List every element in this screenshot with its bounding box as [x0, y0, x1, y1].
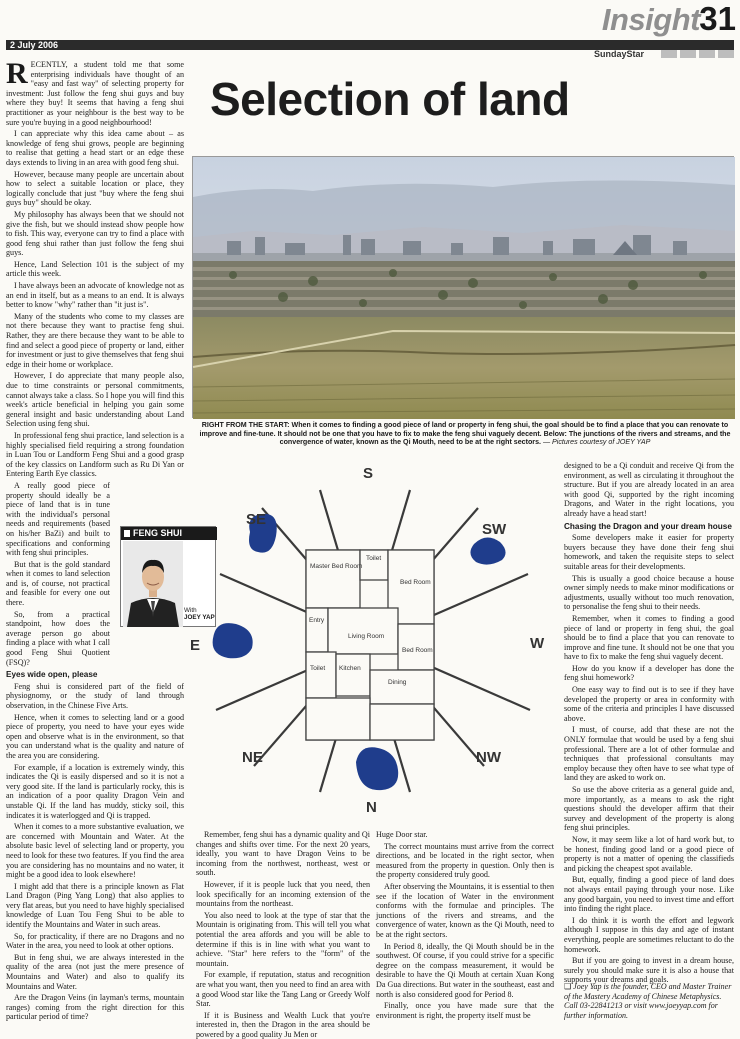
paragraph: Are the Dragon Veins (in layman's terms, mountain ranges) coming from the right direction for this particular period of time? [6, 993, 184, 1022]
direction-label: S [363, 465, 374, 482]
paragraph: But in feng shui, we are always interested in the quality of the area (not just the mere presence of Mountains and Water) and also to qualify its Mountains and Water. [6, 952, 184, 991]
paragraph: RECENTLY, a student told me that some enterprising individuals have thought of an "easy and fast way" of selecting property for investment: Just follow the feng shui guys and buy where they buy! It seems that having a feng shui practitioner as your neighbour is the best way to be sure you're buying in a good neighbourhood! [6, 57, 184, 127]
cityscape-photo [192, 156, 734, 418]
paragraph: If it is Business and Wealth Luck that you're interested in, then the Dragon in the area should be powered by a good quality Ju Men or [196, 1010, 370, 1039]
issue-date: 2 July 2006 [10, 40, 59, 50]
paragraph: However, I do appreciate that many people also, due to time constraints or personal commitments, cannot always take a class. So I hope you will find this week's article beneficial in helping you gain some general insight and basic understanding about Land Selection using feng shui. [6, 371, 184, 429]
room-label: Toilet [366, 555, 382, 562]
author-portrait [123, 541, 183, 627]
column-label: FENG SHUI [121, 527, 217, 540]
paragraph: A really good piece of property should ideally be a piece of land that is in tune with the individual's personal needs and requirements (based on his/her BaZi) and built to specifications and conforming with feng shui principles. [6, 480, 110, 558]
paragraph: Feng shui is considered part of the field of physiognomy, or the study of land through observation, in the Chinese Five Arts. [6, 681, 184, 710]
paragraph: My philosophy has always been that we should not give the fish, but we should instead show people how to fish. This way, everyone can try to find a place with good feng shui rather than just follow the feng shui guys. [6, 209, 184, 258]
article-column-2 [196, 830, 370, 1039]
paragraph: However, because many people are uncertain about how to select a suitable location or place, they logically conclude that just "buy where the feng shui guys buy" should be okay. [6, 169, 184, 208]
paragraph: After observing the Mountains, it is essential to then see if the location of Water in the environment conforms with the formulae and principles. The junctions of the rivers and streams, and the convergence of water, known as the Qi Mouth, need to be at the right sectors. [376, 881, 554, 939]
paragraph: So, for practicality, if there are no Dragons and no Water in the area, you need to look at other options. [6, 931, 184, 951]
paragraph: For example, if reputation, status and recognition are what you want, then you need to find an area with a good Wood star like the Tang Lang or Greedy Wolf Star. [196, 970, 370, 1009]
direction-label: SE [246, 511, 267, 528]
paragraph: But if you are going to invest in a dream house, surely you should make sure it is also a house that supports your dreams and goals. [564, 956, 734, 985]
paragraph: How do you know if a developer has done the feng shui homework? [564, 663, 734, 683]
paragraph: One easy way to find out is to see if they have developed the property or area in conformity with some of the criteria and principles I have discussed above. [564, 685, 734, 723]
headline: Selection of land [210, 73, 570, 125]
paragraph: Remember, when it comes to finding a good piece of land or property in feng shui, the goal should be to find a place that you can renovate to improve and fine tune. It should not be one that you have to fix to make the feng shui vaguely decent. [564, 613, 734, 662]
paragraph: I have always been an advocate of knowledge not as an end in itself, but as a means to an end. It is always better to know "why" rather than "it just is". [6, 281, 184, 310]
author-credit: With JOEY YAP [184, 607, 215, 622]
paragraph: Hence, Land Selection 101 is the subject of my article this week. [6, 259, 184, 279]
paragraph: Some developers make it easier for property buyers because they have done their feng shui homework, and taken the requisite steps to select suitable areas for their developments. [564, 533, 734, 571]
direction-label: E [190, 637, 201, 654]
paragraph: I do think it is worth the effort and legwork although I suppose in this day and age of instant everything, people are sometimes reluctant to do the homework. [564, 915, 734, 954]
paragraph: In Period 8, ideally, the Qi Mouth should be in the southwest. Of course, if you could strive for a specific degree on the compass measurement, it would be desirable to have the Qi Mouth at certain Xuan Kong Da Gua directions. But water in the southeast, east and north is also considered good for Period 8. [376, 941, 554, 999]
room-label: Bed Room [400, 579, 431, 586]
paragraph: However, if it is people luck that you need, then look specifically for an incoming extension of the mountains from the northeast. [196, 879, 370, 909]
room-label: Kitchen [339, 665, 361, 672]
water-blob-east [213, 623, 253, 658]
paragraph: Finally, once you have made sure that the environment is right, the property itself must be [376, 1001, 554, 1020]
room-label: Entry [309, 617, 325, 624]
paragraph: I might add that there is a principle known as Flat Land Dragon (Ping Yang Long) that also applies to very flat areas, but you need to have highly specialised knowledge of Luan Tou Feng Shui to be able to identify the Mountains and Water in such areas. [6, 881, 184, 930]
paper-name: SundayStar [593, 49, 644, 59]
drop-cap: R [6, 57, 28, 90]
room-label: Dining [388, 679, 407, 686]
paragraph: Hence, when it comes to selecting land or a good piece of property, you need to have your eyes wide open and observe what is in the environment, so that you can understand what is the quality and nature of the area you are considering. [6, 712, 184, 760]
page-number: 31 [699, 0, 736, 37]
author-bio: ❑ Joey Yap is the founder, CEO and Master Trainer of the Mastery Academy of Chinese Metaphysics. Call 03-22841213 or visit www.joeyyap.com for further information. [564, 982, 732, 1020]
room-label: Master Bed Room [310, 563, 363, 570]
paragraph: I can appreciate why this idea came about – as knowledge of feng shui grows, people are beginning to realise that getting a head start or an edge these days extends to living in an area with good feng shui. [6, 129, 184, 167]
water-blob-north [356, 747, 398, 790]
paragraph: I must, of course, add that these are not the ONLY formulae that would be used by a feng shui professional. There are a lot of other formulae and techniques that professional consultants may employ because they often have to see what type of land they are asked to work on. [564, 725, 734, 783]
direction-label: W [530, 635, 545, 652]
direction-label: NW [476, 749, 501, 766]
subheading: Chasing the Dragon and your dream house [564, 521, 732, 531]
paragraph: The correct mountains must arrive from the correct directions, and be located in the right sector, when measured from the property in question. Only then is the property considered truly good. [376, 841, 554, 880]
direction-label: NE [242, 749, 263, 766]
photo-caption: RIGHT FROM THE START: When it comes to finding a good piece of land or property in feng shui, the goal should be to find a place that you can renovate to improve and fine-tune. It should not be one that you have to fix to make the feng shui vaguely decent. Below: The junctions of the rivers and streams, and the convergence of water, known as the Qi Mouth, need to be at the right sectors. — Pictures courtesy of JOEY YAP [199, 421, 731, 447]
room-label: Bed Room [402, 647, 433, 654]
bar-blocks [661, 50, 734, 58]
paragraph: Huge Door star. [376, 830, 428, 839]
article-column-3 [376, 830, 554, 1023]
water-blob-southwest [470, 537, 505, 564]
room-label: Toilet [310, 665, 326, 672]
direction-label: N [366, 799, 377, 816]
paragraph: So, from a practical standpoint, how does the average person go about finding a place with what I call good Feng Shui Quotient (FSQ)? [6, 609, 110, 667]
paragraph: For example, if a location is extremely windy, this indicates the Qi is easily dispersed and so it is not a very good site. If the land is particularly rocky, this is an indication of a poor quality Dragon Vein and unstable Qi. If the land has muddy, sticky soil, this indicates it is waterlogged and Qi is trapped. [6, 762, 184, 820]
paragraph: In professional feng shui practice, land selection is a highly specialised field requiring a strong foundation in Luan Tou or Landform Feng Shui and a good grasp of the key classics on Landform such as Ru Di Yan or Entering Earth Eye classics. [6, 430, 184, 479]
compass-diagram [188, 452, 558, 824]
paragraph: Remember, feng shui has a dynamic quality and Qi changes and shifts over time. For the next 20 years, ideally, you want to have Dragon Veins to be incoming from the northwest, northeast, west or south. [196, 830, 370, 878]
paragraph: But that is the gold standard when it comes to land selection and is, of course, not practical and feasible for every one out there. [6, 559, 110, 608]
direction-label: SW [482, 521, 507, 538]
paragraph: But, equally, finding a good piece of land does not always entail paying through your nose. Like any good bargain, you need to invest time and effort into finding the right place. [564, 875, 734, 914]
article-column-4 [564, 461, 734, 985]
room-label: Living Room [348, 633, 385, 640]
section-title: Insight [601, 2, 700, 37]
paragraph: You also need to look at the type of star that the Mountain is originating from. This will tell you what potential the area affords and you will be able to determine if this is in line with what you want to achieve. "Star" here refers to the "form" of the mountain. [196, 910, 370, 968]
subheading: Eyes wide open, please [6, 670, 98, 680]
paragraph: So use the above criteria as a general guide and, more importantly, as a means to ask the right questions should the developer affirm that their survey and development of the property is along feng shui principles. [564, 785, 734, 833]
paragraph: Now, it may seem like a lot of hard work but, to be honest, finding good land or a good piece of property is not a matter of opening the classifieds and picking the cheapest spot available. [564, 834, 734, 873]
paragraph: This is usually a good choice because a house owner simply needs to make minor modifications or adjustments, usually without too much renovation, to personalise the feng shui to their needs. [564, 573, 734, 612]
paragraph: designed to be a Qi conduit and receive Qi from the environment, as well as circulating it throughout the structure. But if you are already located in an area with good Qi, supported by the right incoming Dragons, and Water in the right locations, you already have a head start! [564, 461, 734, 518]
paragraph: When it comes to a more substantive evaluation, we are concerned with Mountain and Water. At the absolute basic level of selecting land or property, you need to look for these two features. If you find the area you are considering has no mountains and no water, it might be a good idea to look elsewhere! [6, 822, 184, 880]
square-bullet-icon: ❑ [564, 982, 572, 991]
paragraph: Many of the students who come to my classes are not there because they want to practise feng shui. Rather, they are there because they want to be able to find and select a good piece of property or land, either for investment or just to give themselves that feng shui edge in their home or workplace. [6, 311, 184, 369]
